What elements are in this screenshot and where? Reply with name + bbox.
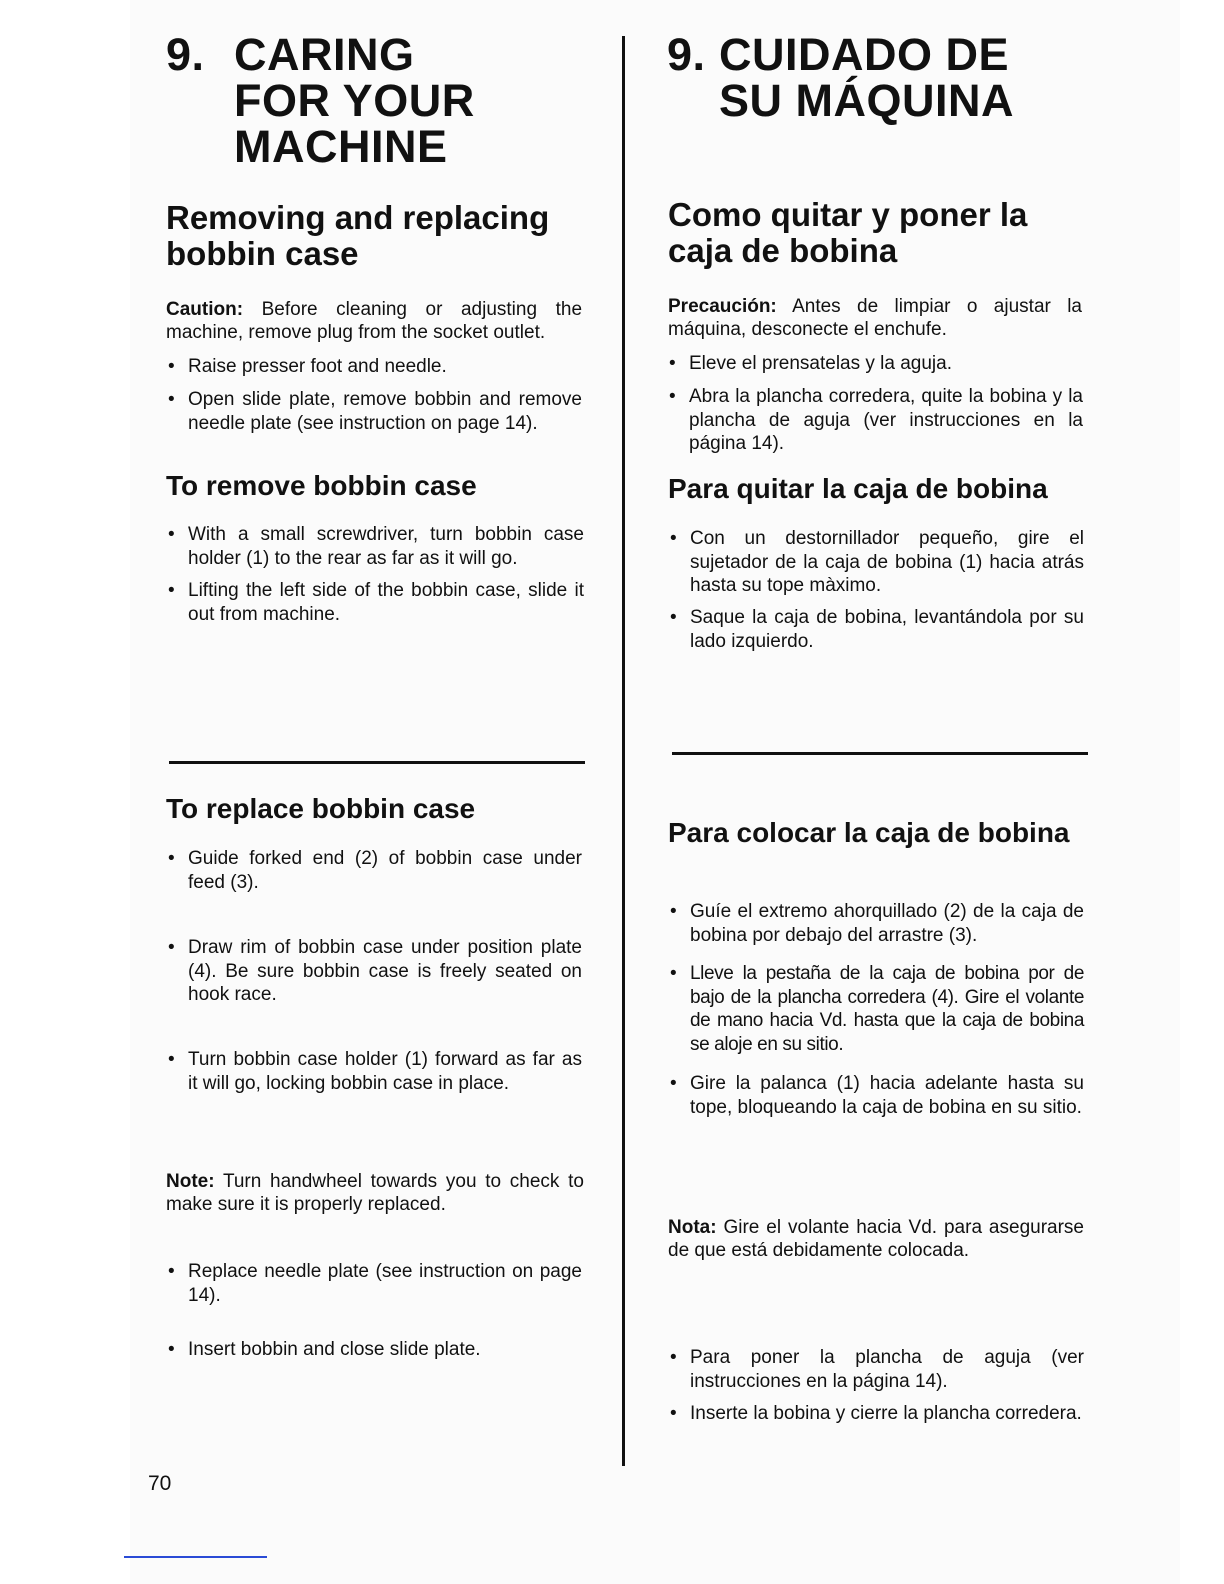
subsection-title: To remove bobbin case (166, 470, 477, 501)
list-item: • Replace needle plate (see instruction on page 14). (168, 1261, 582, 1306)
caution-paragraph (166, 298, 582, 344)
note-paragraph (166, 1170, 584, 1216)
section-title: Removing and replacing bobbin case (166, 199, 550, 272)
list-item: • Inserte la bobina y cierre la plancha corredera. (670, 1403, 1082, 1424)
list-item: • Lleve la pestaña de la caja de bobina por de bajo de la plancha corredera (4). Gire el volante de mano hacia Vd. hasta que la caja de bobina se aloje en su sitio. (670, 963, 1084, 1055)
list-item: • Saque la caja de bobina, levantándola por su lado izquierdo. (670, 607, 1084, 652)
section-divider (169, 761, 585, 764)
list-item: • With a small screwdriver, turn bobbin case holder (1) to the rear as far as it will go. (168, 524, 584, 569)
section-divider (672, 752, 1088, 755)
chapter-title-line: CARING (234, 29, 415, 80)
list-item: • Guíe el extremo ahorquillado (2) de la caja de bobina por debajo del arrastre (3). (670, 901, 1084, 946)
list-item: • Con un destornillador pequeño, gire el sujetador de la caja de bobina (1) hacia atrás hasta su tope màximo. (670, 528, 1084, 596)
note-label: Nota: (668, 1217, 717, 1238)
underline-mark (124, 1556, 267, 1558)
chapter-number: 9. (667, 29, 706, 80)
chapter-number: 9. (166, 29, 205, 80)
list-item: • Raise presser foot and needle. (168, 356, 447, 377)
caution-text: Before cleaning or adjusting the machine, remove plug from the socket outlet. (166, 299, 583, 343)
chapter-title-line: CUIDADO DE (719, 29, 1010, 80)
page-number: 70 (148, 1472, 172, 1495)
column-divider (622, 36, 625, 1466)
note-paragraph (668, 1216, 1084, 1262)
list-item: • Gire la palanca (1) hacia adelante hasta su tope, bloqueando la caja de bobina en su sitio. (670, 1073, 1084, 1118)
subsection-title: To replace bobbin case (166, 793, 476, 824)
chapter-title-line: FOR YOUR (234, 75, 475, 126)
subsection-title: Para quitar la caja de bobina (668, 473, 1048, 504)
list-item: • Lifting the left side of the bobbin case, slide it out from machine. (168, 580, 584, 625)
list-item: • Para poner la plancha de aguja (ver instrucciones en la página 14). (670, 1347, 1084, 1392)
list-item: • Eleve el prensatelas y la aguja. (669, 353, 952, 374)
list-item: • Insert bobbin and close slide plate. (168, 1339, 481, 1360)
section-title: Como quitar y poner la caja de bobina (668, 196, 1028, 269)
note-label: Note: (166, 1171, 215, 1192)
chapter-title-line: SU MÁQUINA (719, 75, 1014, 126)
list-item: • Guide forked end (2) of bobbin case under feed (3). (168, 848, 582, 893)
list-item: • Open slide plate, remove bobbin and remove needle plate (see instruction on page 14). (168, 389, 582, 434)
caution-text: Antes de limpiar o ajustar la máquina, desconecte el enchufe. (668, 296, 1082, 340)
note-text: Turn handwheel towards you to check to make sure it is properly replaced. (166, 1171, 584, 1215)
caution-paragraph (668, 295, 1082, 341)
list-item: • Turn bobbin case holder (1) forward as far as it will go, locking bobbin case in place. (168, 1049, 582, 1094)
caution-label: Precaución: (668, 296, 777, 317)
caution-label: Caution: (166, 299, 244, 320)
chapter-title-line: MACHINE (234, 121, 448, 172)
subsection-title: Para colocar la caja de bobina (668, 817, 1070, 848)
list-item: • Abra la plancha corredera, quite la bobina y la plancha de aguja (ver instrucciones en la página 14). (669, 386, 1083, 454)
list-item: • Draw rim of bobbin case under position plate (4). Be sure bobbin case is freely seated on hook race. (168, 937, 582, 1005)
note-text: Gire el volante hacia Vd. para asegurarse de que está debidamente colocada. (668, 1217, 1084, 1261)
